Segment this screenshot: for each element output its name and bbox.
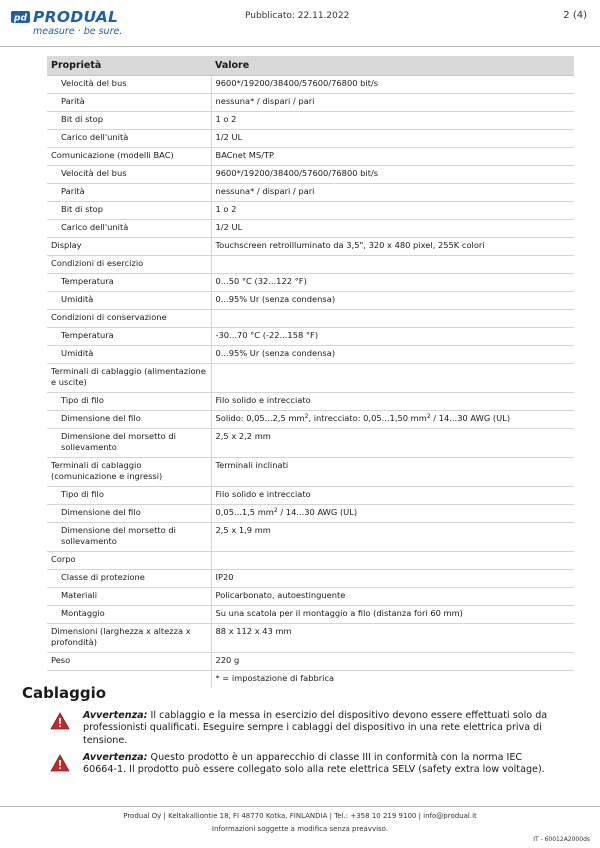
property-cell: Comunicazione (modelli BAC): [47, 148, 211, 166]
value-cell: 9600*/19200/38400/57600/76800 bit/s: [211, 76, 574, 94]
table-row: [47, 487, 574, 505]
warning-body: Il cablaggio e la messa in esercizio del dispositivo devono essere effettuati solo da professionisti qualificati. Eseguire sempre i cablaggi del dispositivo in una rete elettrica priva di tensione.: [83, 710, 548, 746]
table-row: [47, 292, 574, 310]
squared-superscript: 2: [304, 413, 309, 420]
property-cell: Parità: [47, 94, 211, 112]
value-cell: BACnet MS/TP: [211, 148, 574, 166]
table-row: [47, 166, 574, 184]
warning-label: Avvertenza:: [83, 752, 148, 763]
warning-text: [83, 710, 553, 747]
value-cell: Filo solido e intrecciato: [211, 393, 574, 411]
table-row: [47, 328, 574, 346]
page-header: [0, 0, 600, 46]
value-cell: 220 g: [211, 653, 574, 671]
property-cell: Umidità: [47, 346, 211, 364]
wire-size-text: / 14...30 AWG (UL): [430, 413, 511, 423]
table-row: [47, 606, 574, 624]
table-row: [47, 429, 574, 458]
footer-disclaimer: Informazioni soggette a modifica senza preavviso.: [211, 825, 389, 833]
property-cell: Condizioni di conservazione: [47, 310, 211, 328]
property-cell: Umidità: [47, 292, 211, 310]
value-cell: Filo solido e intrecciato: [211, 487, 574, 505]
property-cell: Bit di stop: [47, 202, 211, 220]
value-cell: 1/2 UL: [211, 220, 574, 238]
wire-size-text: / 14...30 AWG (UL): [277, 507, 358, 517]
value-cell: Policarbonato, autoestinguente: [211, 588, 574, 606]
property-cell: Dimensione del filo: [47, 411, 211, 429]
value-cell: [211, 364, 574, 393]
value-cell: IP20: [211, 570, 574, 588]
cabling-section-title: Cablaggio: [22, 684, 107, 702]
value-cell: nessuna* / dispari / pari: [211, 94, 574, 112]
table-row: [47, 202, 574, 220]
table-row: [47, 130, 574, 148]
table-row: [47, 148, 574, 166]
table-row: [47, 256, 574, 274]
property-cell: Velocità del bus: [47, 166, 211, 184]
property-cell: Corpo: [47, 552, 211, 570]
table-row: [47, 310, 574, 328]
table-row: [47, 112, 574, 130]
property-cell: Materiali: [47, 588, 211, 606]
footnote-cell: * = impostazione di fabbrica: [215, 673, 335, 683]
value-cell: nessuna* / dispari / pari: [211, 184, 574, 202]
table-row: [47, 94, 574, 112]
warning-body: Questo prodotto è un apparecchio di classe III in conformità con la norma IEC 60664-1. Il prodotto può essere collegato solo alla rete elettrica SELV (safety extra low voltage).: [83, 752, 545, 776]
value-cell: 88 x 112 x 43 mm: [211, 624, 574, 653]
footer-divider: [0, 806, 600, 807]
property-cell: Dimensione del morsetto di sollevamento: [47, 523, 211, 552]
property-cell: Temperatura: [47, 328, 211, 346]
table-row: [47, 653, 574, 671]
property-cell: Carico dell'unità: [47, 220, 211, 238]
value-cell: -30...70 °C (-22...158 °F): [211, 328, 574, 346]
value-cell: 9600*/19200/38400/57600/76800 bit/s: [211, 166, 574, 184]
table-row: [47, 458, 574, 487]
value-cell: 2,5 x 1,9 mm: [211, 523, 574, 552]
warning-triangle-icon: [50, 712, 70, 730]
table-row: [47, 505, 574, 523]
property-cell: Carico dell'unità: [47, 130, 211, 148]
published-date: Pubblicato: 22.11.2022: [245, 11, 350, 21]
table-row: [47, 76, 574, 94]
warning-label: Avvertenza:: [83, 710, 148, 721]
value-cell: 1 o 2: [211, 112, 574, 130]
property-cell: Tipo di filo: [47, 487, 211, 505]
property-cell: Velocità del bus: [47, 76, 211, 94]
logo-mark-text: pd: [14, 13, 27, 24]
table-row: [47, 552, 574, 570]
warning-triangle-icon: [50, 754, 70, 772]
property-cell: Temperatura: [47, 274, 211, 292]
wire-size-text: 0,05...1,5 mm: [215, 507, 274, 517]
value-cell: 0...95% Ur (senza condensa): [211, 346, 574, 364]
logo-wordmark: PRODUAL: [33, 8, 119, 26]
property-cell: Terminali di cablaggio (comunicazione e ingressi): [47, 458, 211, 487]
logo-tagline: measure · be sure.: [33, 26, 123, 37]
column-header-value: Valore: [211, 56, 574, 76]
value-cell: 0...50 °C (32...122 °F): [211, 274, 574, 292]
table-row: [47, 570, 574, 588]
value-cell: [211, 256, 574, 274]
table-row: [47, 588, 574, 606]
value-cell: 2,5 x 2,2 mm: [211, 429, 574, 458]
property-cell: Display: [47, 238, 211, 256]
table-row: [47, 624, 574, 653]
table-header-row: [47, 56, 574, 76]
property-cell: Bit di stop: [47, 112, 211, 130]
value-cell: 1 o 2: [211, 202, 574, 220]
table-row: [47, 238, 574, 256]
value-cell: [211, 411, 574, 429]
property-cell: Dimensione del morsetto di sollevamento: [47, 429, 211, 458]
property-cell: Terminali di cablaggio (alimentazione e uscite): [47, 364, 211, 393]
table-row: [47, 393, 574, 411]
property-cell: Dimensione del filo: [47, 505, 211, 523]
produal-logo-icon: [11, 10, 33, 24]
property-cell: Tipo di filo: [47, 393, 211, 411]
table-row: [47, 364, 574, 393]
squared-superscript: 2: [426, 413, 431, 420]
wire-size-text: , intrecciato: 0,05...1,50 mm: [308, 413, 427, 423]
table-row: [47, 220, 574, 238]
column-header-property: Proprietà: [47, 56, 211, 76]
value-cell: Touchscreen retroilluminato da 3,5", 320 x 480 pixel, 255K colori: [211, 238, 574, 256]
table-row: [47, 671, 574, 689]
table-row: [47, 411, 574, 429]
value-cell: 1/2 UL: [211, 130, 574, 148]
property-cell: Classe di protezione: [47, 570, 211, 588]
wire-size-text: Solido: 0,05...2,5 mm: [215, 413, 305, 423]
table-row: [47, 184, 574, 202]
value-cell: [211, 552, 574, 570]
header-divider: [0, 46, 600, 47]
page-number: 2 (4): [563, 10, 587, 21]
specifications-table: [47, 56, 574, 688]
document-code: IT - 60012A2000ds: [533, 836, 590, 843]
value-cell: 0...95% Ur (senza condensa): [211, 292, 574, 310]
table-row: [47, 346, 574, 364]
table-row: [47, 523, 574, 552]
value-cell: [211, 505, 574, 523]
property-cell: Parità: [47, 184, 211, 202]
warning-text: [83, 752, 553, 777]
table-row: [47, 274, 574, 292]
property-cell: Montaggio: [47, 606, 211, 624]
value-cell: Su una scatola per il montaggio a filo (distanza fori 60 mm): [211, 606, 574, 624]
value-cell: Terminali inclinati: [211, 458, 574, 487]
property-cell: Condizioni di esercizio: [47, 256, 211, 274]
property-cell: Dimensioni (larghezza x altezza x profondità): [47, 624, 211, 653]
footer-contact: Produal Oy | Keltakalliontie 18, FI 48770 Kotka, FINLANDIA | Tel.: +358 10 219 9100 | info@produal.it: [123, 812, 477, 820]
value-cell: [211, 310, 574, 328]
property-cell: Peso: [47, 653, 211, 671]
squared-superscript: 2: [273, 507, 278, 514]
